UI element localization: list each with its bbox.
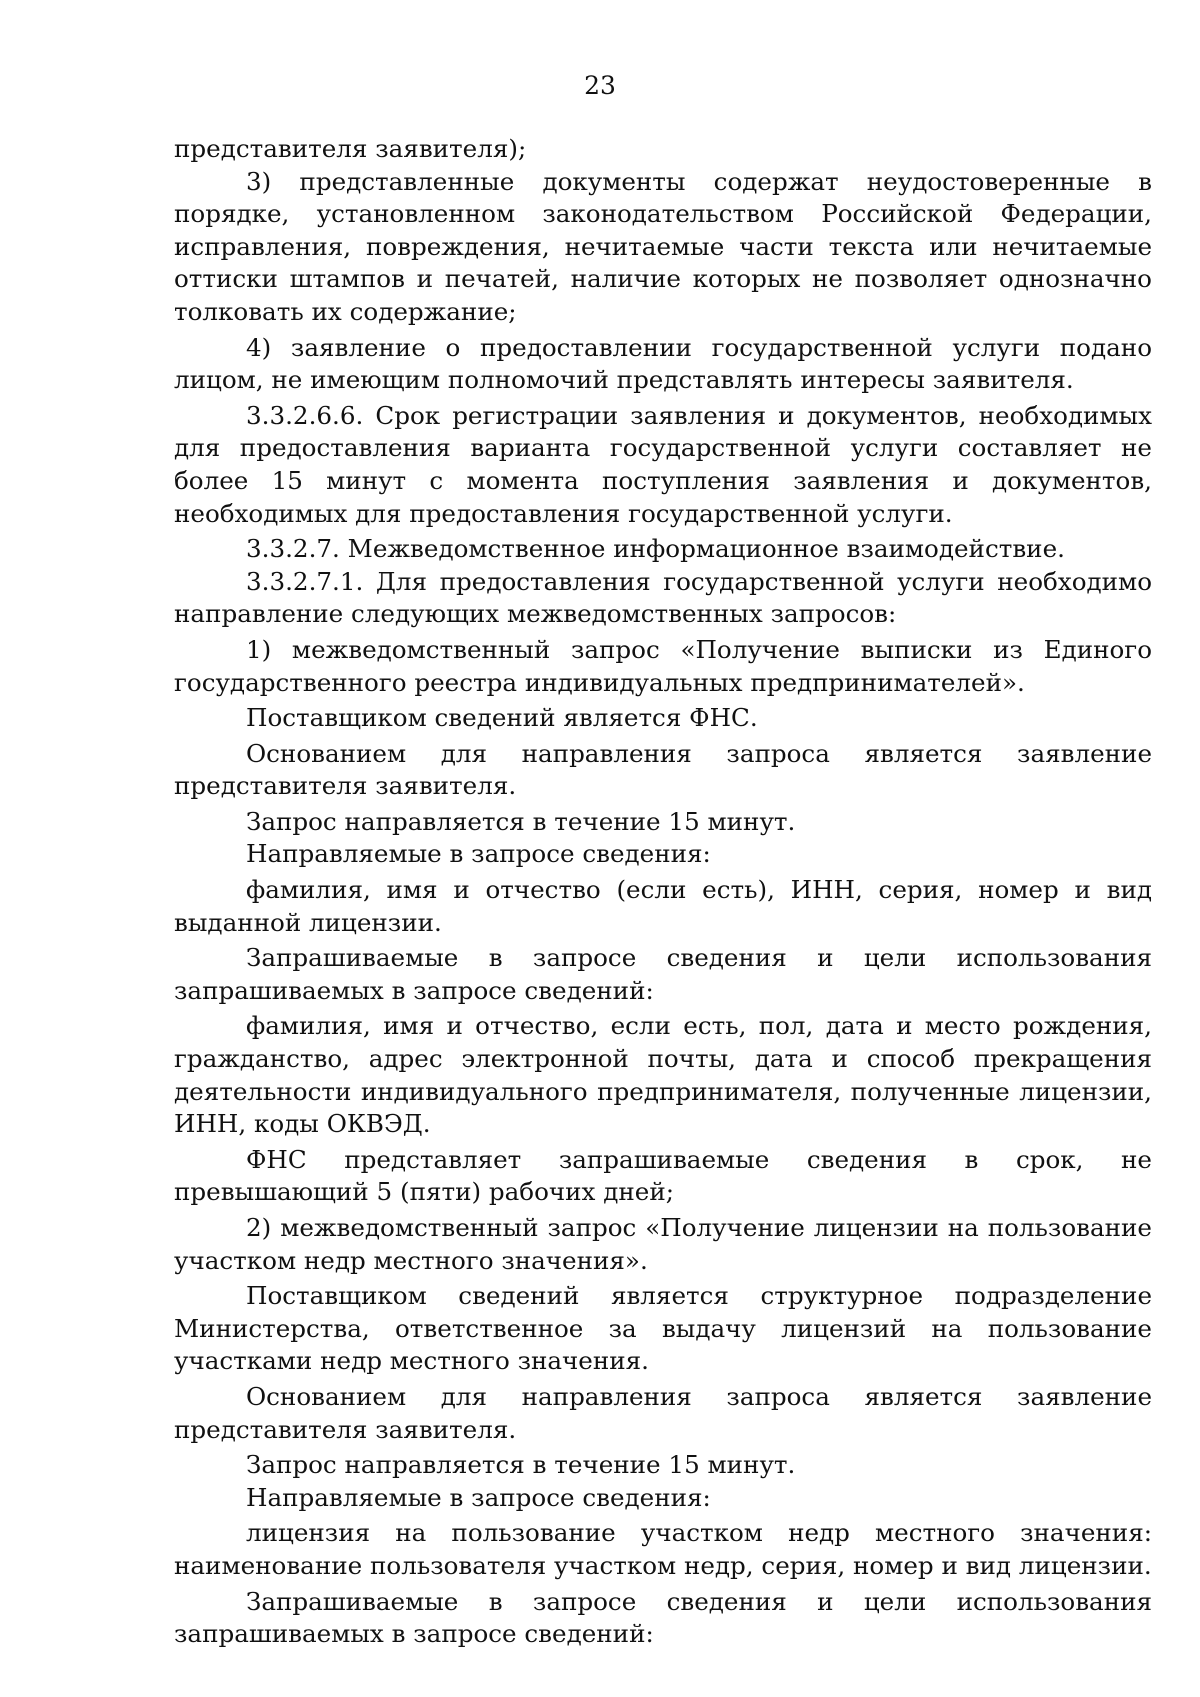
document-body xyxy=(174,133,1152,1651)
paragraph: Запрашиваемые в запросе сведения и цели использования запрашиваемых в запросе сведений: xyxy=(174,943,1152,1005)
paragraph: Поставщиком сведений является структурное подразделение Министерства, ответственное за выдачу лицензий на пользование участками недр местного значения. xyxy=(174,1281,1152,1376)
paragraph: фамилия, имя и отчество, если есть, пол, дата и место рождения, гражданство, адрес электронной почты, дата и способ прекращения деятельности индивидуального предпринимателя, полученные лицензии, ИНН, коды ОКВЭД. xyxy=(174,1011,1152,1139)
paragraph: 3) представленные документы содержат неудостоверенные в порядке, установленном законодательством Российской Федерации, исправления, повреждения, нечитаемые части текста или нечитаемые оттиски штампов и печатей, наличие которых не позволяет однозначно толковать их содержание; xyxy=(174,166,1152,326)
paragraph: Основанием для направления запроса является заявление представителя заявителя. xyxy=(174,738,1152,801)
paragraph: ФНС представляет запрашиваемые сведения в срок, не превышающий 5 (пяти) рабочих дней; xyxy=(174,1144,1152,1207)
paragraph: Основанием для направления запроса является заявление представителя заявителя. xyxy=(174,1381,1152,1444)
paragraph: фамилия, имя и отчество (если есть), ИНН, серия, номер и вид выданной лицензии. xyxy=(174,875,1152,937)
paragraph: Поставщиком сведений является ФНС. xyxy=(246,703,758,733)
paragraph: Запрос направляется в течение 15 минут. xyxy=(246,806,796,836)
paragraph: 4) заявление о предоставлении государственной услуги подано лицом, не имеющим полномочий представлять интересы заявителя. xyxy=(174,332,1152,395)
page-number: 23 xyxy=(584,71,616,100)
paragraph: представителя заявителя); xyxy=(174,134,527,163)
paragraph: 3.3.2.7. Межведомственное информационное взаимодействие. xyxy=(246,534,1065,564)
paragraph: 2) межведомственный запрос «Получение лицензии на пользование участком недр местного значения». xyxy=(174,1213,1152,1275)
paragraph: Направляемые в запросе сведения: xyxy=(246,1482,711,1512)
paragraph: Направляемые в запросе сведения: xyxy=(246,839,711,869)
paragraph: 3.3.2.7.1. Для предоставления государственной услуги необходимо направление следующих межведомственных запросов: xyxy=(174,566,1152,629)
paragraph: Запрашиваемые в запросе сведения и цели использования запрашиваемых в запросе сведений: xyxy=(174,1586,1152,1649)
paragraph: Запрос направляется в течение 15 минут. xyxy=(246,1450,796,1480)
paragraph: 3.3.2.6.6. Срок регистрации заявления и документов, необходимых для предоставления варианта государственной услуги составляет не более 15 минут с момента поступления заявления и документов, необходимых для предоставления государственной услуги. xyxy=(174,400,1152,528)
paragraph: 1) межведомственный запрос «Получение выписки из Единого государственного реестра индивидуальных предпринимателей». xyxy=(174,634,1152,697)
paragraph: лицензия на пользование участком недр местного значения: наименование пользователя участком недр, серия, номер и вид лицензии. xyxy=(174,1518,1152,1580)
